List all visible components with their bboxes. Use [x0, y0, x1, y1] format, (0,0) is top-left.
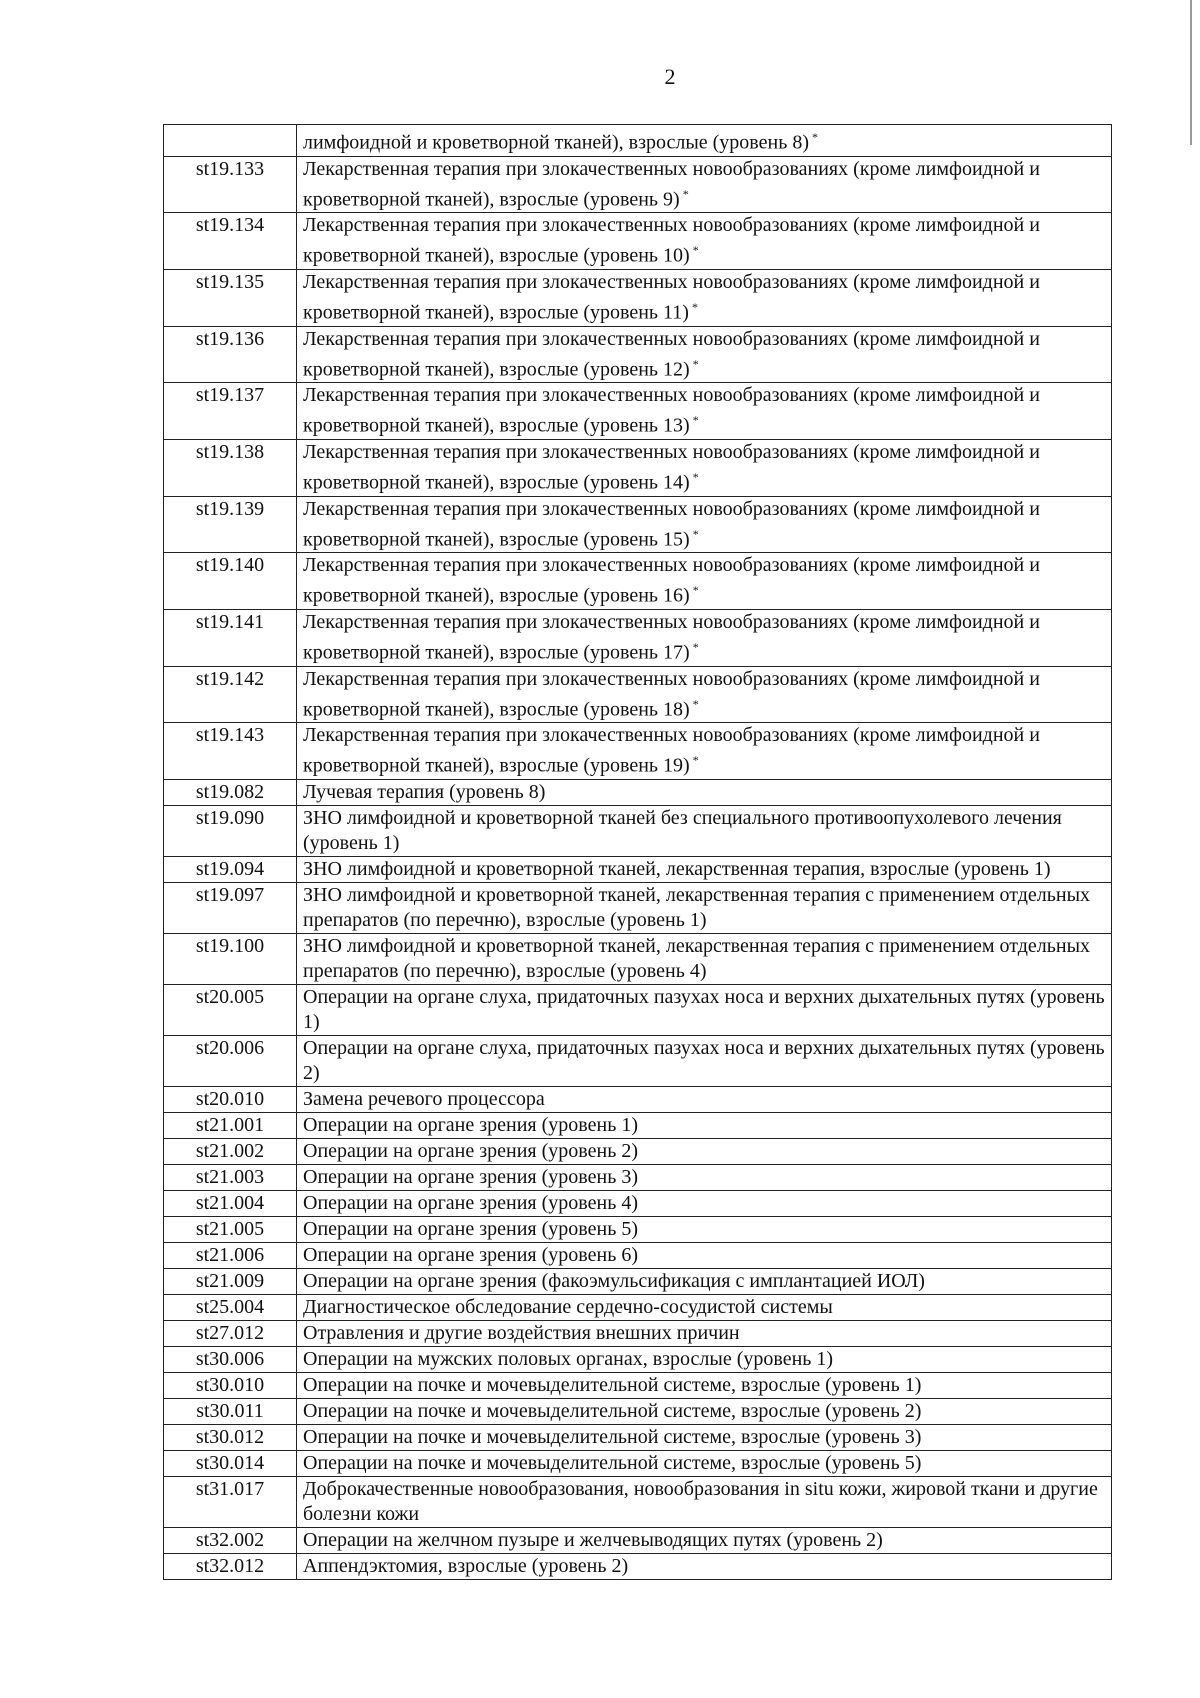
- row-description-cell: [297, 156, 1112, 213]
- row-description-cell: [297, 723, 1112, 780]
- row-description: Операции на желчном пузыре и желчевыводящих путях (уровень 2): [303, 1528, 883, 1551]
- row-description-cell: [297, 1242, 1112, 1268]
- row-description-cell: [297, 1216, 1112, 1242]
- row-code: st30.010: [164, 1372, 297, 1398]
- row-description: Лучевая терапия (уровень 8): [303, 780, 546, 803]
- row-description-cell: [297, 213, 1112, 270]
- row-code: st19.135: [164, 269, 297, 326]
- row-description: лимфоидной и кроветворной тканей), взрослые (уровень 8): [303, 131, 809, 154]
- table-row: [164, 1294, 1112, 1320]
- row-description: Операции на органе зрения (уровень 2): [303, 1139, 638, 1162]
- table-row: [164, 1216, 1112, 1242]
- table-row: [164, 933, 1112, 984]
- row-description-cell: [297, 1138, 1112, 1164]
- row-code: st21.002: [164, 1138, 297, 1164]
- row-code: st19.133: [164, 156, 297, 213]
- row-code: st20.010: [164, 1086, 297, 1112]
- row-description-cell: [297, 1164, 1112, 1190]
- row-description: Операции на органе зрения (уровень 3): [303, 1165, 638, 1188]
- row-code: st30.012: [164, 1424, 297, 1450]
- row-code: [164, 125, 297, 157]
- footnote-mark: *: [692, 639, 699, 654]
- table-row: [164, 609, 1112, 666]
- table-row: [164, 1450, 1112, 1476]
- row-code: st19.143: [164, 723, 297, 780]
- row-description-cell: [297, 1553, 1112, 1579]
- footnote-mark: *: [692, 356, 699, 371]
- table-row: [164, 439, 1112, 496]
- row-description: Лекарственная терапия при злокачественных новообразованиях (кроме лимфоидной и кроветворной тканей), взрослые (уровень 10): [303, 214, 1040, 267]
- row-code: st21.003: [164, 1164, 297, 1190]
- table-row: [164, 125, 1112, 157]
- row-code: st32.002: [164, 1527, 297, 1553]
- row-code: st21.009: [164, 1268, 297, 1294]
- row-description-cell: [297, 553, 1112, 610]
- row-description: Операции на органе зрения (уровень 1): [303, 1113, 638, 1136]
- row-description: Лекарственная терапия при злокачественных новообразованиях (кроме лимфоидной и кроветворной тканей), взрослые (уровень 19): [303, 724, 1040, 777]
- row-code: st19.100: [164, 933, 297, 984]
- row-description: Лекарственная терапия при злокачественных новообразованиях (кроме лимфоидной и кроветворной тканей), взрослые (уровень 14): [303, 440, 1040, 494]
- row-description-cell: [297, 1476, 1112, 1527]
- row-description: ЗНО лимфоидной и кроветворной тканей, лекарственная терапия, взрослые (уровень 1): [303, 857, 1051, 880]
- footnote-mark: *: [692, 413, 699, 428]
- row-code: st31.017: [164, 1476, 297, 1527]
- table-row: [164, 156, 1112, 213]
- row-code: st27.012: [164, 1320, 297, 1346]
- row-description-cell: [297, 805, 1112, 856]
- row-description-cell: [297, 933, 1112, 984]
- row-code: st19.141: [164, 609, 297, 666]
- row-description: Операции на органе зрения (факоэмульсификация с имплантацией ИОЛ): [303, 1269, 925, 1292]
- row-description-cell: [297, 439, 1112, 496]
- row-description-cell: [297, 1320, 1112, 1346]
- row-description-cell: [297, 666, 1112, 723]
- row-description-cell: [297, 1346, 1112, 1372]
- row-code: st19.090: [164, 805, 297, 856]
- row-description-cell: [297, 326, 1112, 383]
- table-row: [164, 553, 1112, 610]
- row-code: st19.142: [164, 666, 297, 723]
- row-description-cell: [297, 882, 1112, 933]
- row-description-cell: [297, 1035, 1112, 1086]
- row-description-cell: [297, 383, 1112, 440]
- row-description: Операции на почке и мочевыделительной системе, взрослые (уровень 2): [303, 1399, 922, 1422]
- row-description: ЗНО лимфоидной и кроветворной тканей, лекарственная терапия с применением отдельных препаратов (по перечню), взрослые (уровень 4): [303, 934, 1091, 982]
- row-description: Операции на мужских половых органах, взрослые (уровень 1): [303, 1347, 834, 1370]
- table-row: [164, 1476, 1112, 1527]
- row-description: Аппендэктомия, взрослые (уровень 2): [303, 1554, 629, 1577]
- row-code: st19.136: [164, 326, 297, 383]
- table-row: [164, 383, 1112, 440]
- row-code: st30.006: [164, 1346, 297, 1372]
- table-row: [164, 496, 1112, 553]
- row-code: st30.011: [164, 1398, 297, 1424]
- row-description: Операции на почке и мочевыделительной системе, взрослые (уровень 3): [303, 1425, 922, 1448]
- table-row: [164, 882, 1112, 933]
- row-description-cell: [297, 269, 1112, 326]
- row-description-cell: [297, 609, 1112, 666]
- row-code: st19.138: [164, 439, 297, 496]
- table-row: [164, 326, 1112, 383]
- row-description-cell: [297, 1086, 1112, 1112]
- footnote-mark: *: [692, 753, 699, 768]
- table-row: [164, 1164, 1112, 1190]
- row-code: st19.097: [164, 882, 297, 933]
- row-code: st25.004: [164, 1294, 297, 1320]
- row-code: st19.139: [164, 496, 297, 553]
- row-code: st20.006: [164, 1035, 297, 1086]
- row-code: st21.006: [164, 1242, 297, 1268]
- row-description: Лекарственная терапия при злокачественных новообразованиях (кроме лимфоидной и кроветворной тканей), взрослые (уровень 9): [303, 157, 1040, 211]
- table-row: [164, 779, 1112, 805]
- row-description-cell: [297, 1398, 1112, 1424]
- row-description: Отравления и другие воздействия внешних причин: [303, 1321, 740, 1344]
- row-code: st32.012: [164, 1553, 297, 1579]
- row-description: Операции на органе слуха, придаточных пазухах носа и верхних дыхательных путях (уровень 2): [303, 1036, 1105, 1084]
- row-description: Замена речевого процессора: [303, 1087, 545, 1110]
- row-description-cell: [297, 1112, 1112, 1138]
- row-description-cell: [297, 1372, 1112, 1398]
- row-code: st19.140: [164, 553, 297, 610]
- row-description: Операции на органе зрения (уровень 4): [303, 1191, 638, 1214]
- row-description-cell: [297, 1294, 1112, 1320]
- table-row: [164, 1553, 1112, 1579]
- row-code: st20.005: [164, 984, 297, 1035]
- row-description: Операции на почке и мочевыделительной системе, взрослые (уровень 5): [303, 1451, 922, 1474]
- table-row: [164, 1086, 1112, 1112]
- row-description-cell: [297, 1424, 1112, 1450]
- row-description: Операции на органе зрения (уровень 5): [303, 1217, 638, 1240]
- footnote-mark: *: [692, 696, 699, 711]
- footnote-mark: *: [692, 243, 699, 258]
- table-row: [164, 1035, 1112, 1086]
- table-row: [164, 1138, 1112, 1164]
- row-description: Лекарственная терапия при злокачественных новообразованиях (кроме лимфоидной и кроветворной тканей), взрослые (уровень 18): [303, 667, 1040, 721]
- footnote-mark: *: [692, 526, 699, 541]
- table-row: [164, 1346, 1112, 1372]
- row-description: Лекарственная терапия при злокачественных новообразованиях (кроме лимфоидной и кроветворной тканей), взрослые (уровень 17): [303, 610, 1040, 664]
- row-code: st21.001: [164, 1112, 297, 1138]
- row-description: Операции на органе слуха, придаточных пазухах носа и верхних дыхательных путях (уровень 1): [303, 985, 1105, 1033]
- row-description: Диагностическое обследование сердечно-сосудистой системы: [303, 1295, 833, 1318]
- row-description-cell: [297, 856, 1112, 882]
- table-row: [164, 984, 1112, 1035]
- row-code: st21.005: [164, 1216, 297, 1242]
- code-table-body: [164, 125, 1112, 1580]
- row-code: st19.094: [164, 856, 297, 882]
- row-description-cell: [297, 496, 1112, 553]
- row-description: Операции на органе зрения (уровень 6): [303, 1243, 638, 1266]
- page-number: 2: [664, 64, 676, 89]
- footnote-mark: *: [692, 469, 699, 484]
- row-description: Лекарственная терапия при злокачественных новообразованиях (кроме лимфоидной и кроветворной тканей), взрослые (уровень 13): [303, 384, 1040, 437]
- row-description: Доброкачественные новообразования, новообразования in situ кожи, жировой ткани и другие болезни кожи: [303, 1477, 1098, 1525]
- footnote-mark: *: [691, 299, 698, 314]
- table-row: [164, 856, 1112, 882]
- table-row: [164, 666, 1112, 723]
- row-description: ЗНО лимфоидной и кроветворной тканей без специального противоопухолевого лечения (уровень 1): [303, 806, 1062, 854]
- row-description-cell: [297, 1450, 1112, 1476]
- footnote-mark: *: [682, 186, 689, 201]
- table-row: [164, 213, 1112, 270]
- table-row: [164, 1398, 1112, 1424]
- table-row: [164, 1242, 1112, 1268]
- row-code: st19.082: [164, 779, 297, 805]
- table-row: [164, 1372, 1112, 1398]
- table-row: [164, 1112, 1112, 1138]
- footnote-mark: *: [812, 130, 818, 144]
- row-description: Лекарственная терапия при злокачественных новообразованиях (кроме лимфоидной и кроветворной тканей), взрослые (уровень 12): [303, 327, 1040, 381]
- table-row: [164, 1190, 1112, 1216]
- scan-edge-line: [1190, 0, 1192, 145]
- row-description: Операции на почке и мочевыделительной системе, взрослые (уровень 1): [303, 1373, 922, 1396]
- table-row: [164, 1424, 1112, 1450]
- row-description-cell: [297, 1527, 1112, 1553]
- row-description-cell: [297, 1190, 1112, 1216]
- row-description: Лекарственная терапия при злокачественных новообразованиях (кроме лимфоидной и кроветворной тканей), взрослые (уровень 15): [303, 497, 1040, 551]
- table-row: [164, 1268, 1112, 1294]
- row-description-cell: [297, 125, 1112, 157]
- table-row: [164, 1527, 1112, 1553]
- footnote-mark: *: [692, 583, 699, 598]
- code-table: [163, 124, 1112, 1580]
- row-description: Лекарственная терапия при злокачественных новообразованиях (кроме лимфоидной и кроветворной тканей), взрослые (уровень 11): [303, 270, 1040, 324]
- row-description: ЗНО лимфоидной и кроветворной тканей, лекарственная терапия с применением отдельных препаратов (по перечню), взрослые (уровень 1): [303, 883, 1091, 931]
- row-code: st19.137: [164, 383, 297, 440]
- row-description-cell: [297, 1268, 1112, 1294]
- row-description-cell: [297, 984, 1112, 1035]
- row-description: Лекарственная терапия при злокачественных новообразованиях (кроме лимфоидной и кроветворной тканей), взрослые (уровень 16): [303, 554, 1040, 607]
- table-row: [164, 269, 1112, 326]
- table-row: [164, 1320, 1112, 1346]
- row-description-cell: [297, 779, 1112, 805]
- row-code: st30.014: [164, 1450, 297, 1476]
- row-code: st21.004: [164, 1190, 297, 1216]
- table-row: [164, 723, 1112, 780]
- table-row: [164, 805, 1112, 856]
- row-code: st19.134: [164, 213, 297, 270]
